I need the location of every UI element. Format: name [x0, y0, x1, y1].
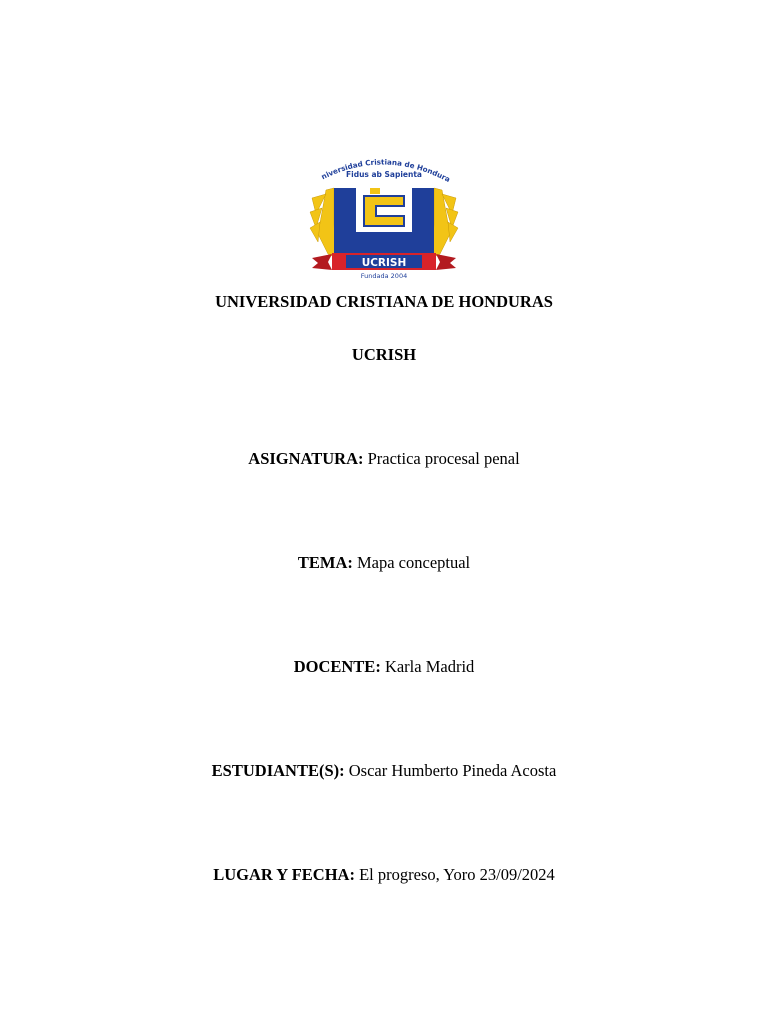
- field-estudiantes: [0, 761, 768, 781]
- field-value: El progreso, Yoro 23/09/2024: [359, 865, 555, 884]
- field-value: Mapa conceptual: [356, 553, 471, 572]
- university-name-text: UNIVERSIDAD CRISTIANA DE HONDURAS: [215, 292, 553, 311]
- field-label: ESTUDIANTE(S):: [211, 761, 345, 780]
- university-logo: [306, 154, 462, 280]
- field-value: Oscar Humberto Pineda Acosta: [348, 761, 557, 780]
- field-label: ASIGNATURA:: [248, 449, 364, 468]
- laurel-left: [310, 188, 336, 258]
- field-value: Practica procesal penal: [367, 449, 520, 468]
- field-value: Karla Madrid: [384, 657, 475, 676]
- laurel-right: [432, 188, 458, 258]
- university-logo-graphic: [306, 154, 462, 280]
- field-label: DOCENTE:: [293, 657, 381, 676]
- logo-c-shape: [364, 196, 404, 226]
- field-lugar-fecha: [0, 865, 768, 885]
- field-tema: [0, 553, 768, 573]
- university-name: [0, 292, 768, 312]
- field-asignatura: [0, 449, 768, 469]
- field-label: TEMA:: [297, 553, 353, 572]
- university-acronym: [0, 345, 768, 365]
- logo-arc-text: niversidad Cristiana de Hondura: [319, 157, 452, 185]
- logo-founded: Fundada 2004: [360, 272, 408, 280]
- university-acronym-text: UCRISH: [351, 345, 417, 364]
- field-docente: [0, 657, 768, 677]
- logo-motto: Fidus ab Sapienta: [346, 170, 422, 179]
- logo-banner-text: UCRISH: [361, 257, 407, 269]
- logo-i-top: [370, 188, 380, 194]
- field-label: LUGAR Y FECHA:: [213, 865, 355, 884]
